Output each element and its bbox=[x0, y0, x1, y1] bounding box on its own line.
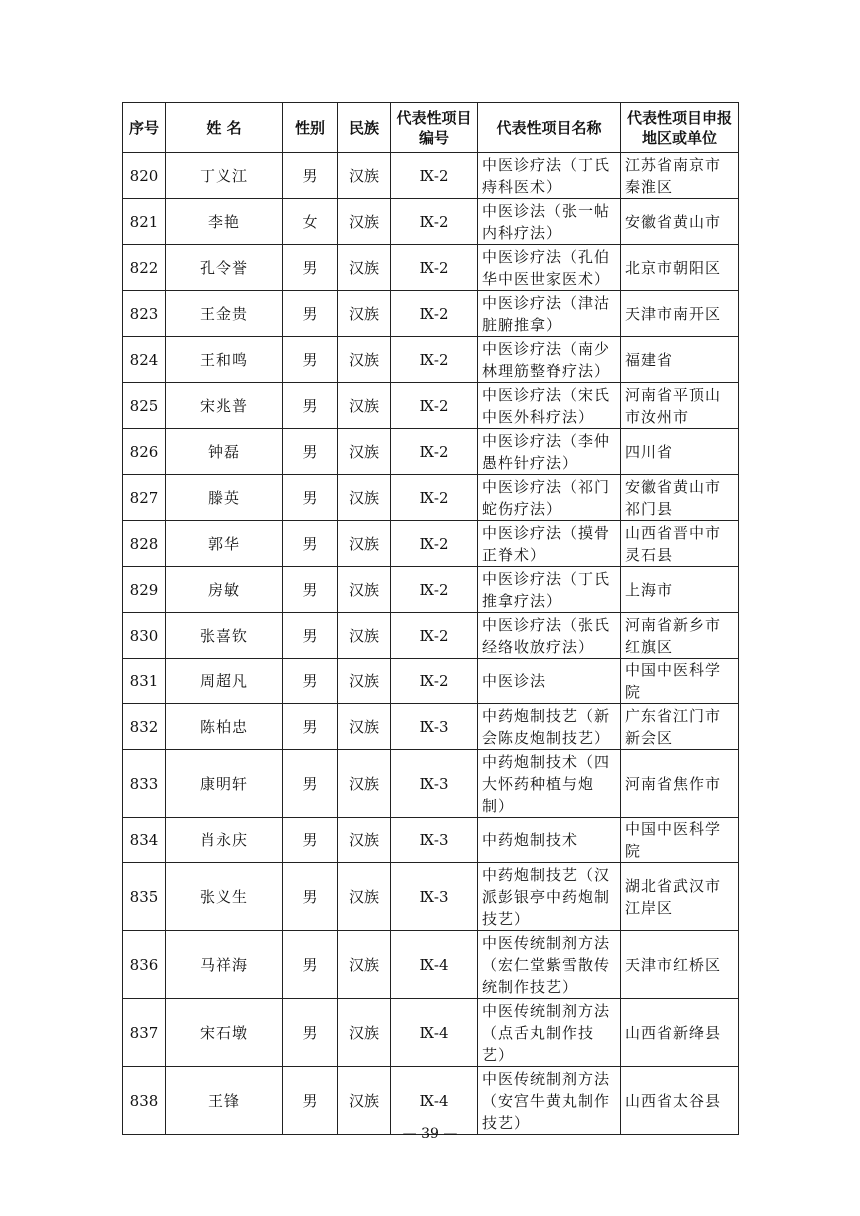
inheritors-table bbox=[122, 102, 739, 1135]
cell-gender: 男 bbox=[283, 750, 338, 818]
cell-name: 康明轩 bbox=[166, 750, 283, 818]
cell-project: 中医诊疗法（南少林理筋整脊疗法） bbox=[478, 337, 621, 383]
cell-project: 中医诊法 bbox=[478, 659, 621, 704]
cell-gender: 男 bbox=[283, 931, 338, 999]
cell-name: 王锋 bbox=[166, 1067, 283, 1135]
cell-region: 安徽省黄山市 bbox=[621, 199, 739, 245]
cell-project: 中医诊疗法（津沽脏腑推拿） bbox=[478, 291, 621, 337]
cell-seq: 828 bbox=[123, 521, 166, 567]
cell-name: 宋兆普 bbox=[166, 383, 283, 429]
cell-name: 王金贵 bbox=[166, 291, 283, 337]
cell-region: 上海市 bbox=[621, 567, 739, 613]
cell-code: Ⅸ-2 bbox=[391, 199, 478, 245]
cell-name: 肖永庆 bbox=[166, 818, 283, 863]
cell-region: 湖北省武汉市江岸区 bbox=[621, 863, 739, 931]
cell-code: Ⅸ-3 bbox=[391, 750, 478, 818]
cell-project: 中医诊疗法（丁氏痔科医术） bbox=[478, 153, 621, 199]
cell-ethnicity: 汉族 bbox=[338, 704, 391, 750]
table-row bbox=[123, 863, 739, 931]
cell-seq: 825 bbox=[123, 383, 166, 429]
cell-code: Ⅸ-3 bbox=[391, 704, 478, 750]
cell-ethnicity: 汉族 bbox=[338, 291, 391, 337]
cell-code: Ⅸ-4 bbox=[391, 1067, 478, 1135]
cell-gender: 男 bbox=[283, 475, 338, 521]
cell-region: 山西省新绛县 bbox=[621, 999, 739, 1067]
cell-gender: 男 bbox=[283, 383, 338, 429]
cell-gender: 男 bbox=[283, 999, 338, 1067]
cell-gender: 男 bbox=[283, 818, 338, 863]
cell-region: 中国中医科学院 bbox=[621, 818, 739, 863]
cell-project: 中医传统制剂方法（宏仁堂紫雪散传统制作技艺） bbox=[478, 931, 621, 999]
table-body bbox=[123, 153, 739, 1135]
cell-ethnicity: 汉族 bbox=[338, 245, 391, 291]
cell-name: 郭华 bbox=[166, 521, 283, 567]
cell-ethnicity: 汉族 bbox=[338, 999, 391, 1067]
header-region: 代表性项目申报地区或单位 bbox=[621, 103, 739, 153]
cell-seq: 832 bbox=[123, 704, 166, 750]
cell-gender: 男 bbox=[283, 1067, 338, 1135]
cell-seq: 835 bbox=[123, 863, 166, 931]
cell-region: 北京市朝阳区 bbox=[621, 245, 739, 291]
cell-gender: 男 bbox=[283, 863, 338, 931]
cell-project: 中医传统制剂方法（安宫牛黄丸制作技艺） bbox=[478, 1067, 621, 1135]
cell-project: 中药炮制技术（四大怀药种植与炮制） bbox=[478, 750, 621, 818]
cell-ethnicity: 汉族 bbox=[338, 931, 391, 999]
cell-gender: 男 bbox=[283, 567, 338, 613]
cell-region: 中国中医科学院 bbox=[621, 659, 739, 704]
cell-name: 丁义江 bbox=[166, 153, 283, 199]
cell-gender: 男 bbox=[283, 245, 338, 291]
cell-name: 王和鸣 bbox=[166, 337, 283, 383]
cell-project: 中医传统制剂方法（点舌丸制作技艺） bbox=[478, 999, 621, 1067]
page-number: — 39 — bbox=[402, 1126, 458, 1142]
cell-gender: 男 bbox=[283, 659, 338, 704]
cell-project: 中医诊疗法（孔伯华中医世家医术） bbox=[478, 245, 621, 291]
header-name: 姓 名 bbox=[166, 103, 283, 153]
cell-gender: 男 bbox=[283, 613, 338, 659]
cell-seq: 834 bbox=[123, 818, 166, 863]
cell-ethnicity: 汉族 bbox=[338, 1067, 391, 1135]
cell-code: Ⅸ-2 bbox=[391, 521, 478, 567]
cell-name: 宋石墩 bbox=[166, 999, 283, 1067]
cell-name: 陈柏忠 bbox=[166, 704, 283, 750]
table-row bbox=[123, 704, 739, 750]
cell-seq: 831 bbox=[123, 659, 166, 704]
cell-name: 滕英 bbox=[166, 475, 283, 521]
cell-code: Ⅸ-4 bbox=[391, 999, 478, 1067]
table-row bbox=[123, 567, 739, 613]
cell-code: Ⅸ-2 bbox=[391, 153, 478, 199]
cell-ethnicity: 汉族 bbox=[338, 521, 391, 567]
cell-ethnicity: 汉族 bbox=[338, 567, 391, 613]
table-row bbox=[123, 429, 739, 475]
cell-name: 张喜钦 bbox=[166, 613, 283, 659]
table-row bbox=[123, 818, 739, 863]
cell-project: 中药炮制技艺（新会陈皮炮制技艺） bbox=[478, 704, 621, 750]
cell-ethnicity: 汉族 bbox=[338, 199, 391, 245]
cell-name: 李艳 bbox=[166, 199, 283, 245]
table-row bbox=[123, 999, 739, 1067]
table-row bbox=[123, 383, 739, 429]
cell-project: 中医诊疗法（丁氏推拿疗法） bbox=[478, 567, 621, 613]
cell-region: 山西省晋中市灵石县 bbox=[621, 521, 739, 567]
cell-region: 广东省江门市新会区 bbox=[621, 704, 739, 750]
table-row bbox=[123, 750, 739, 818]
header-project: 代表性项目名称 bbox=[478, 103, 621, 153]
cell-gender: 男 bbox=[283, 337, 338, 383]
cell-seq: 823 bbox=[123, 291, 166, 337]
cell-code: Ⅸ-2 bbox=[391, 659, 478, 704]
table-row bbox=[123, 153, 739, 199]
header-ethnicity: 民族 bbox=[338, 103, 391, 153]
cell-region: 山西省太谷县 bbox=[621, 1067, 739, 1135]
cell-seq: 827 bbox=[123, 475, 166, 521]
cell-seq: 822 bbox=[123, 245, 166, 291]
cell-name: 房敏 bbox=[166, 567, 283, 613]
table-row bbox=[123, 1067, 739, 1135]
cell-project: 中医诊疗法（祁门蛇伤疗法） bbox=[478, 475, 621, 521]
cell-project: 中医诊疗法（张氏经络收放疗法） bbox=[478, 613, 621, 659]
cell-region: 天津市红桥区 bbox=[621, 931, 739, 999]
cell-region: 天津市南开区 bbox=[621, 291, 739, 337]
cell-seq: 838 bbox=[123, 1067, 166, 1135]
cell-project: 中医诊法（张一帖内科疗法） bbox=[478, 199, 621, 245]
table-row bbox=[123, 659, 739, 704]
header-code: 代表性项目编号 bbox=[391, 103, 478, 153]
cell-region: 河南省平顶山市汝州市 bbox=[621, 383, 739, 429]
cell-gender: 男 bbox=[283, 291, 338, 337]
table-row bbox=[123, 291, 739, 337]
cell-project: 中医诊疗法（李仲愚杵针疗法） bbox=[478, 429, 621, 475]
table-row bbox=[123, 613, 739, 659]
cell-seq: 829 bbox=[123, 567, 166, 613]
cell-seq: 821 bbox=[123, 199, 166, 245]
header-seq: 序号 bbox=[123, 103, 166, 153]
cell-code: Ⅸ-2 bbox=[391, 245, 478, 291]
cell-ethnicity: 汉族 bbox=[338, 337, 391, 383]
cell-code: Ⅸ-3 bbox=[391, 818, 478, 863]
cell-ethnicity: 汉族 bbox=[338, 475, 391, 521]
cell-ethnicity: 汉族 bbox=[338, 750, 391, 818]
cell-project: 中医诊疗法（摸骨正脊术） bbox=[478, 521, 621, 567]
cell-ethnicity: 汉族 bbox=[338, 659, 391, 704]
cell-seq: 837 bbox=[123, 999, 166, 1067]
cell-code: Ⅸ-3 bbox=[391, 863, 478, 931]
cell-gender: 男 bbox=[283, 153, 338, 199]
cell-seq: 830 bbox=[123, 613, 166, 659]
cell-code: Ⅸ-2 bbox=[391, 337, 478, 383]
cell-code: Ⅸ-2 bbox=[391, 475, 478, 521]
cell-gender: 男 bbox=[283, 429, 338, 475]
cell-seq: 820 bbox=[123, 153, 166, 199]
header-row bbox=[123, 103, 739, 153]
cell-code: Ⅸ-4 bbox=[391, 931, 478, 999]
cell-project: 中医诊疗法（宋氏中医外科疗法） bbox=[478, 383, 621, 429]
cell-ethnicity: 汉族 bbox=[338, 153, 391, 199]
cell-ethnicity: 汉族 bbox=[338, 429, 391, 475]
cell-code: Ⅸ-2 bbox=[391, 429, 478, 475]
cell-project: 中药炮制技艺（汉派彭银亭中药炮制技艺） bbox=[478, 863, 621, 931]
table-row bbox=[123, 337, 739, 383]
table-row bbox=[123, 199, 739, 245]
cell-name: 钟磊 bbox=[166, 429, 283, 475]
cell-name: 周超凡 bbox=[166, 659, 283, 704]
cell-gender: 女 bbox=[283, 199, 338, 245]
cell-region: 河南省焦作市 bbox=[621, 750, 739, 818]
cell-code: Ⅸ-2 bbox=[391, 291, 478, 337]
cell-code: Ⅸ-2 bbox=[391, 613, 478, 659]
table-row bbox=[123, 475, 739, 521]
cell-region: 四川省 bbox=[621, 429, 739, 475]
table-header bbox=[123, 103, 739, 153]
cell-ethnicity: 汉族 bbox=[338, 863, 391, 931]
cell-ethnicity: 汉族 bbox=[338, 383, 391, 429]
cell-name: 马祥海 bbox=[166, 931, 283, 999]
cell-gender: 男 bbox=[283, 704, 338, 750]
header-gender: 性别 bbox=[283, 103, 338, 153]
cell-project: 中药炮制技术 bbox=[478, 818, 621, 863]
cell-name: 孔令誉 bbox=[166, 245, 283, 291]
table-row bbox=[123, 521, 739, 567]
cell-code: Ⅸ-2 bbox=[391, 383, 478, 429]
cell-region: 福建省 bbox=[621, 337, 739, 383]
cell-seq: 836 bbox=[123, 931, 166, 999]
table-row bbox=[123, 245, 739, 291]
cell-ethnicity: 汉族 bbox=[338, 818, 391, 863]
cell-seq: 824 bbox=[123, 337, 166, 383]
cell-region: 江苏省南京市秦淮区 bbox=[621, 153, 739, 199]
cell-gender: 男 bbox=[283, 521, 338, 567]
table-row bbox=[123, 931, 739, 999]
cell-code: Ⅸ-2 bbox=[391, 567, 478, 613]
cell-seq: 826 bbox=[123, 429, 166, 475]
cell-region: 河南省新乡市红旗区 bbox=[621, 613, 739, 659]
cell-seq: 833 bbox=[123, 750, 166, 818]
cell-region: 安徽省黄山市祁门县 bbox=[621, 475, 739, 521]
cell-name: 张义生 bbox=[166, 863, 283, 931]
cell-ethnicity: 汉族 bbox=[338, 613, 391, 659]
